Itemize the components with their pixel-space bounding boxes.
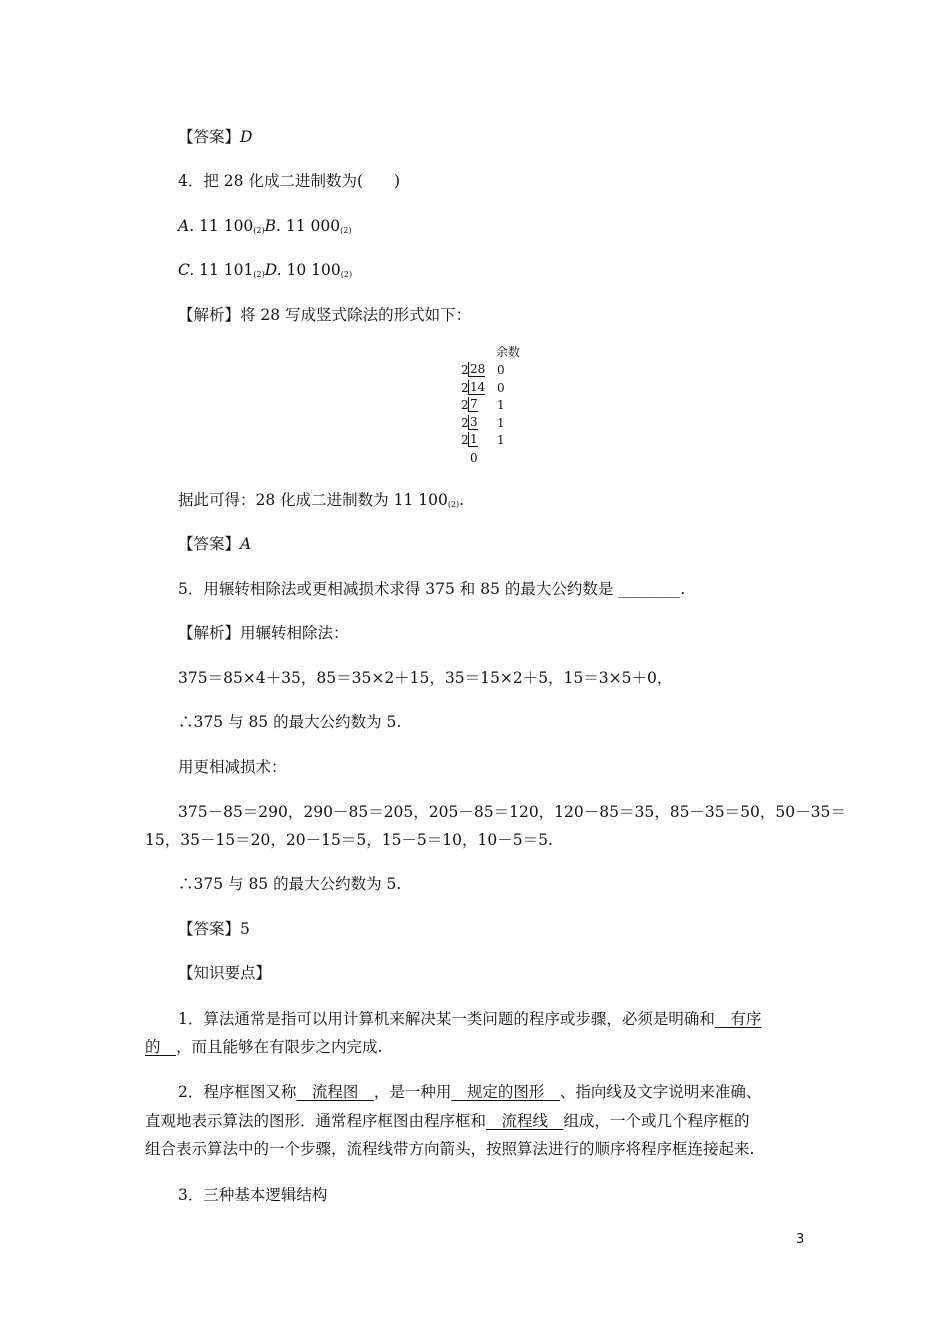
question-4-analysis: 【解析】将 28 写成竖式除法的形式如下： bbox=[178, 306, 472, 324]
question-4-options-ab: A. 11 $100_{(2)}B$. 11 $000_{(2)}$ bbox=[178, 217, 352, 235]
question-5-analysis: 【解析】用辗转相除法： bbox=[178, 624, 349, 642]
knowledge-point-3: 3．三种基本逻辑结构 bbox=[178, 1186, 328, 1204]
question-5-line-2: ∴375 与 85 的最大公约数为 5. bbox=[178, 713, 402, 731]
question-5-line-4: 375－85＝290，290－85＝205，205－85＝120，120－85＝35，85－35＝50，50－35＝ bbox=[178, 803, 846, 821]
answer-4: 【答案】A bbox=[178, 535, 252, 553]
question-5-line-1: 375＝85×4＋35，85＝35×2＋15，35＝15×2＋5，15＝3×5＋0， bbox=[178, 669, 673, 687]
question-4-options-cd: C. 11 $101_{(2)}D$. 10 $100_{(2)}$ bbox=[178, 261, 353, 279]
answer-5: 【答案】5 bbox=[178, 920, 250, 938]
knowledge-point-1-line-2: 的 ，而且能够在有限步之内完成. bbox=[145, 1038, 383, 1056]
division-final-quotient: 0 bbox=[470, 451, 478, 465]
knowledge-point-1-line-1: 1．算法通常是指可以用计算机来解决某一类问题的程序或步骤，必须是明确和 有序 bbox=[178, 1010, 762, 1028]
answer-4-value: A bbox=[240, 535, 252, 553]
question-5-line-6: ∴375 与 85 的最大公约数为 5. bbox=[178, 875, 402, 893]
answer-3: 【答案】D bbox=[178, 128, 253, 146]
question-4-conclusion: 据此可得：28 化成二进制数为 11 $100_{(2)}$. bbox=[178, 491, 465, 509]
question-4-stem: 4．把 28 化成二进制数为( ) bbox=[178, 172, 401, 190]
answer-3-value: D bbox=[240, 128, 253, 146]
question-5-line-5: 15，35－15＝20，20－15＝5，15－5＝10，10－5＝5. bbox=[145, 831, 553, 849]
knowledge-point-2-line-2: 直观地表示算法的图形．通常程序框图由程序框和 流程线 组成，一个或几个程序框的 bbox=[145, 1112, 750, 1130]
page-number: 3 bbox=[796, 1232, 805, 1247]
knowledge-point-2-line-3: 组合表示算法中的一个步骤，流程线带方向箭头，按照算法进行的顺序将程序框连接起来. bbox=[145, 1140, 755, 1158]
division-header: 余数 bbox=[496, 345, 521, 359]
knowledge-point-2-line-1: 2．程序框图又称 流程图 ，是一种用 规定的图形 、指向线及文字说明来准确、 bbox=[178, 1083, 762, 1101]
question-5-stem: 5．用辗转相除法或更相减损术求得 375 和 85 的最大公约数是 ________. bbox=[178, 580, 686, 598]
knowledge-heading: 【知识要点】 bbox=[178, 964, 272, 982]
question-5-line-3: 用更相减损术： bbox=[178, 758, 287, 776]
